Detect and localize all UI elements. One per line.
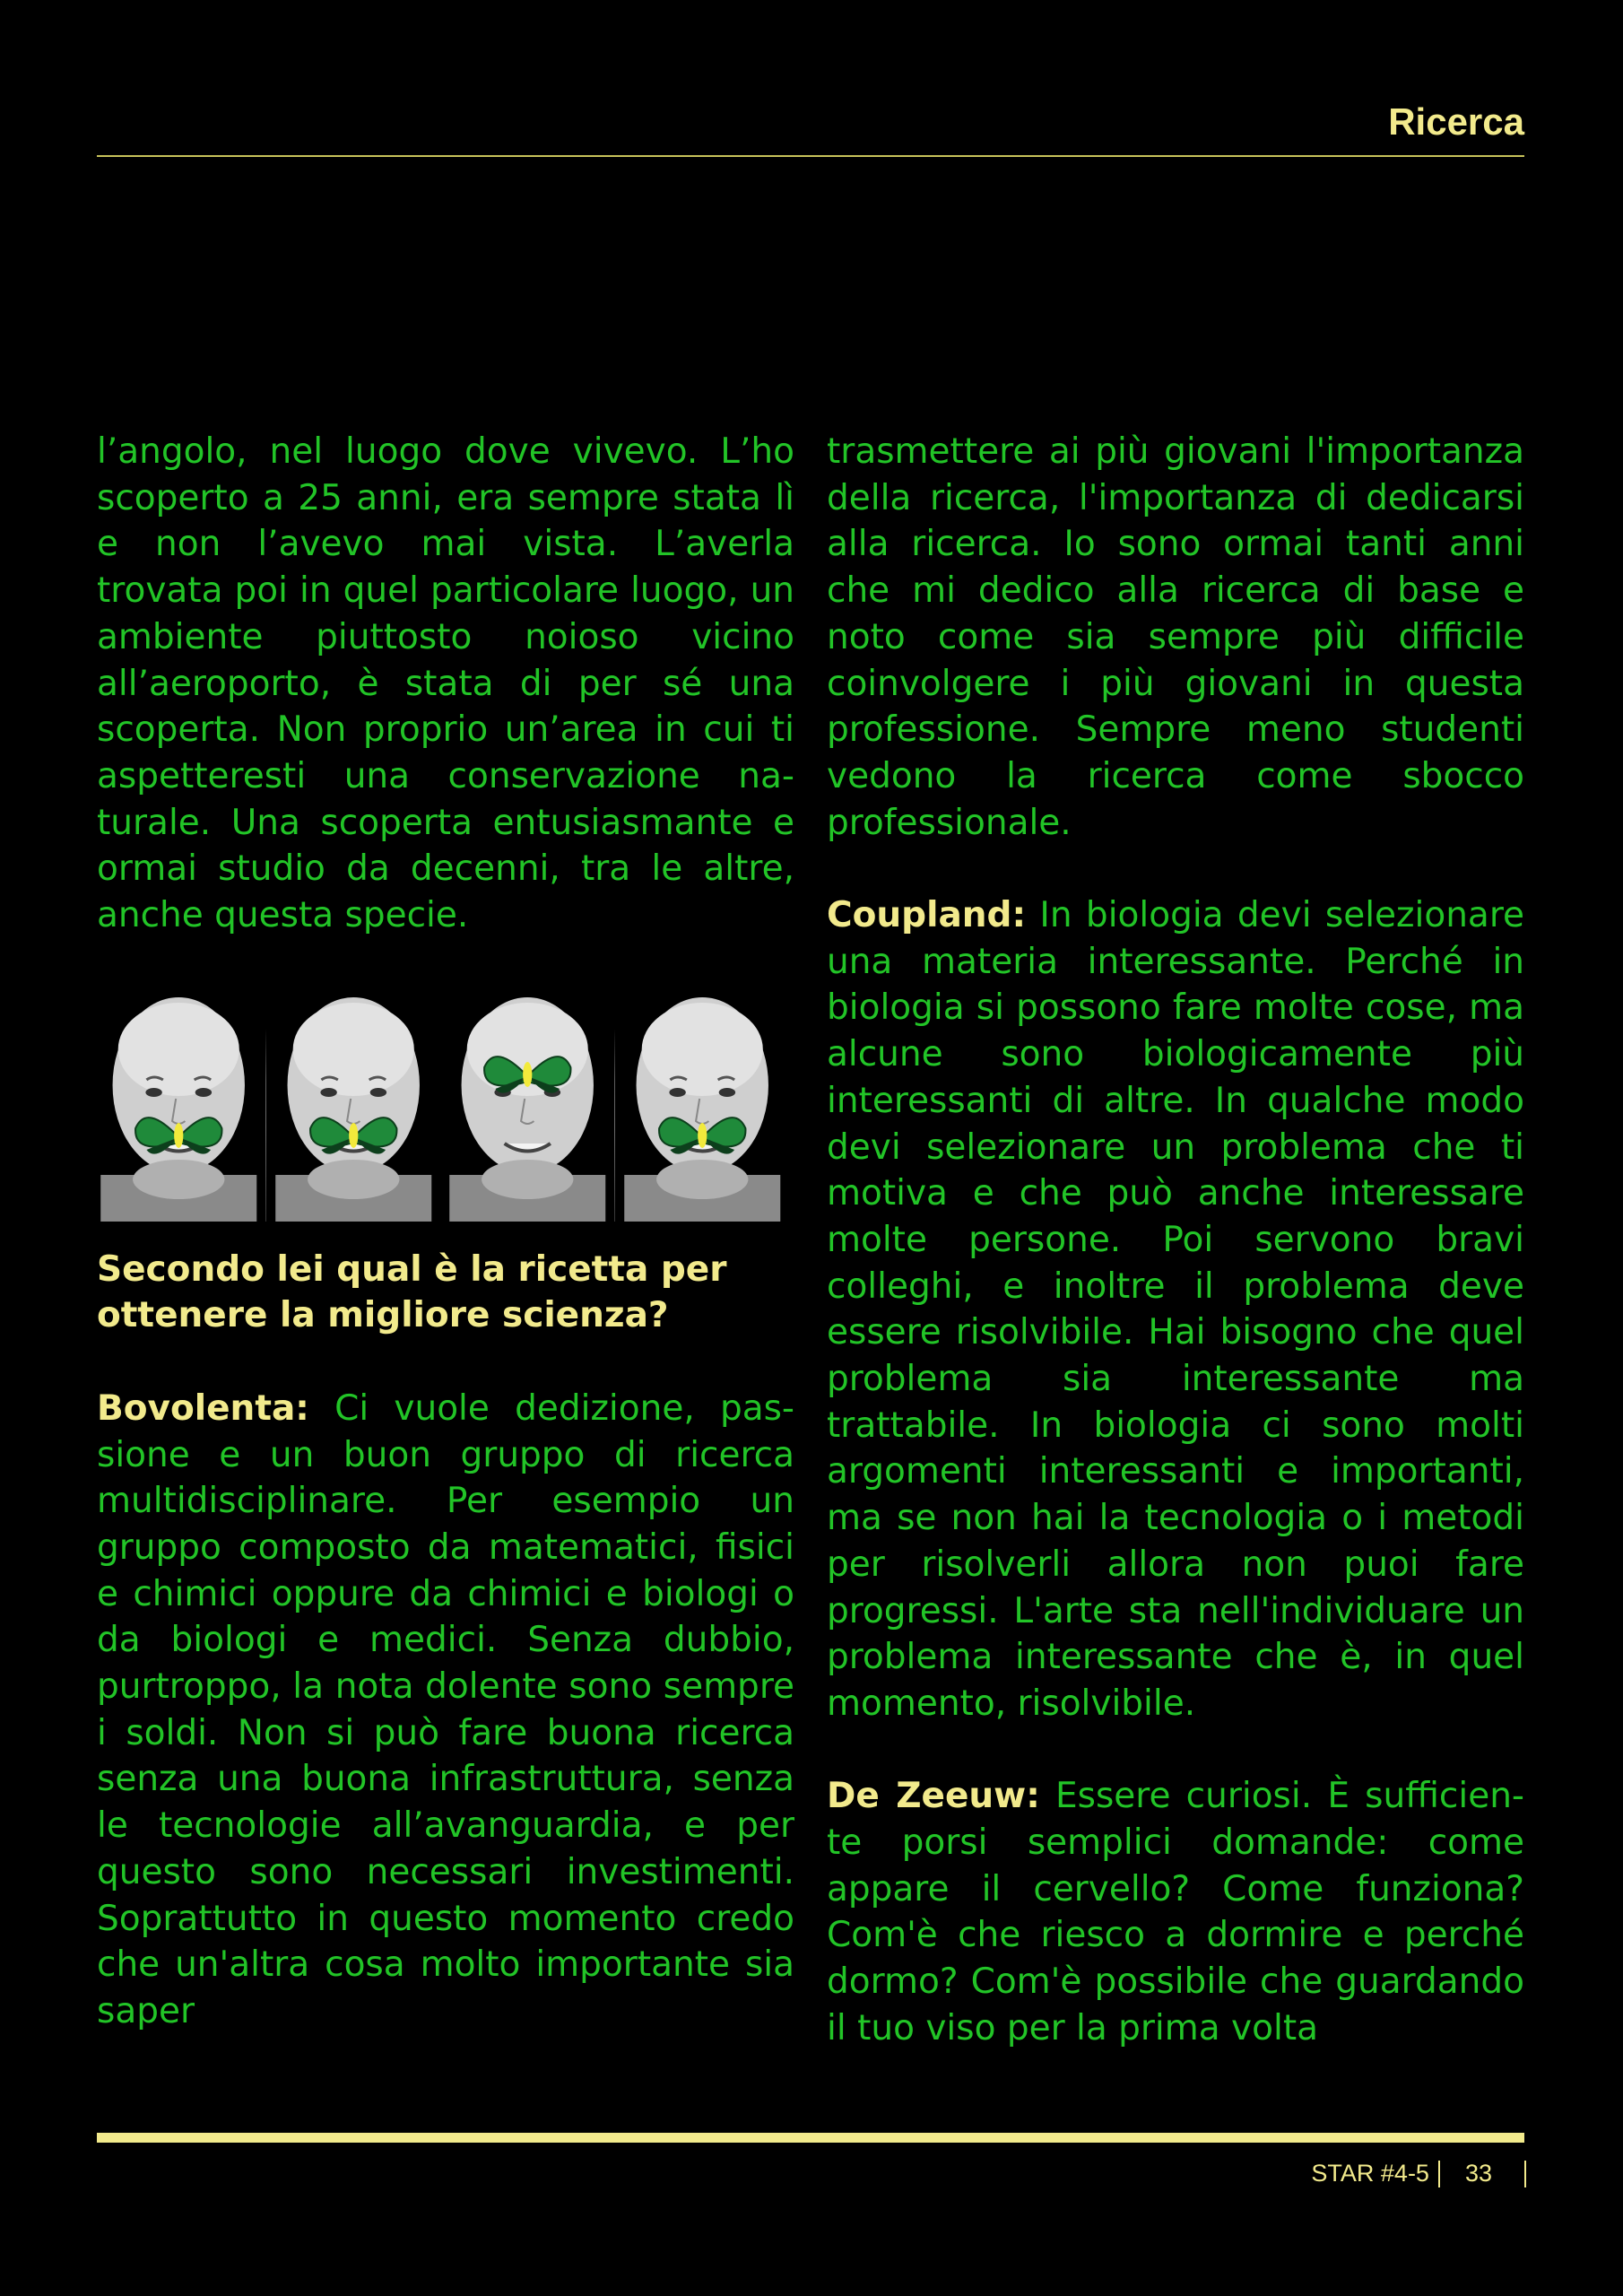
footer-rule: [97, 2133, 1524, 2143]
header-rule: [97, 155, 1524, 157]
footer: [1311, 2160, 1526, 2187]
face-photo-1: [91, 987, 266, 1222]
interview-question: Secondo lei qual è la ricetta per ottenere la migliore scienza?: [97, 1248, 727, 1336]
face-illustration: [266, 987, 441, 1222]
answer-coupland-text: In biologia devi selezionare una materia interessante. Perché in biologia si possono fare molte cose, ma alcune sono biologicamente più interessanti di altre. In qualche modo devi selezionare un problema che ti motiva e che può anche interessare molte persone. Poi servono bravi colleghi, e inoltre il problema deve essere risolvibile. Hai bisogno che quel problema sia interessante ma trattabile. In biologia ci sono molti argomenti interessanti e importanti, ma se non hai la tecnologia o i metodi per risolverli allora non puoi fare progressi. L'arte sta nell'individuare un problema interessante che è, in quel momento, risolvibile.: [827, 895, 1524, 1724]
face-illustration: [615, 987, 790, 1222]
left-column: [97, 429, 794, 2035]
section-label: Ricerca: [1388, 100, 1524, 143]
face-photo-3: [440, 987, 615, 1222]
face-photo-2: [266, 987, 441, 1222]
page-number: 33: [1464, 2160, 1492, 2187]
speaker-bovolenta: Bovolenta:: [97, 1387, 309, 1429]
intro-paragraph: l’angolo, nel luogo dove vivevo. L’ho scoperto a 25 anni, era sempre stata lì e non l’avevo mai vista. L’averla trovata poi in quel particolare luogo, un ambiente piuttosto noioso vicino all’aeroporto, è stata di per sé una scoperta. Non proprio un’area in cui ti aspetteresti una conservazione naturale. Una scoperta entusiasmante e ormai studio da decenni, tra le altre, anche questa specie.: [97, 431, 794, 936]
answer-dezeeuw: [827, 1773, 1524, 2051]
right-column: [827, 429, 1524, 2052]
answer-bovolenta-text: Ci vuole dedizione, passione e un buon gruppo di ricerca multidisciplinare. Per esempio un gruppo composto da matematici, fisici e chimici oppure da chimici e biologi o da biologi e medici. Senza dubbio, purtroppo, la nota dolente sono sempre i soldi. Non si può fare buona ricerca senza una buona infrastruttura, senza le tecnologie all’avanguardia, e per questo sono necessari investimenti. Soprattutto in questo momento credo che un'altra cosa molto importante sia saper: [97, 1387, 794, 2031]
face-illustration: [440, 987, 615, 1222]
answer-coupland: [827, 892, 1524, 1727]
footer-divider-end: [1524, 2161, 1526, 2187]
photo-strip: [91, 987, 789, 1222]
answer-dezeeuw-text: Essere curiosi. È sufficiente porsi semplici domande: come appare il cervello? Come funziona? Com'è che riesco a dormire e perché dormo? Com'è possibile che guardando il tuo viso per la prima volta: [827, 1776, 1524, 2048]
footer-divider: [1438, 2161, 1440, 2187]
speaker-dezeeuw: De Zeeuw:: [827, 1776, 1040, 1817]
face-photo-4: [615, 987, 790, 1222]
face-illustration: [91, 987, 266, 1222]
issue-label: STAR #4-5: [1311, 2160, 1429, 2187]
answer-bovolenta: [97, 1386, 794, 2035]
continuation-paragraph: trasmettere ai più giovani l'importanza della ricerca, l'importanza di dedicarsi alla ricerca. Io sono ormai tanti anni che mi dedico alla ricerca di base e noto come sia sempre più difficile coinvolgere i più giovani in questa professione. Sempre meno studenti vedono la ricerca come sbocco professionale.: [827, 431, 1524, 843]
speaker-coupland: Coupland:: [827, 895, 1027, 936]
